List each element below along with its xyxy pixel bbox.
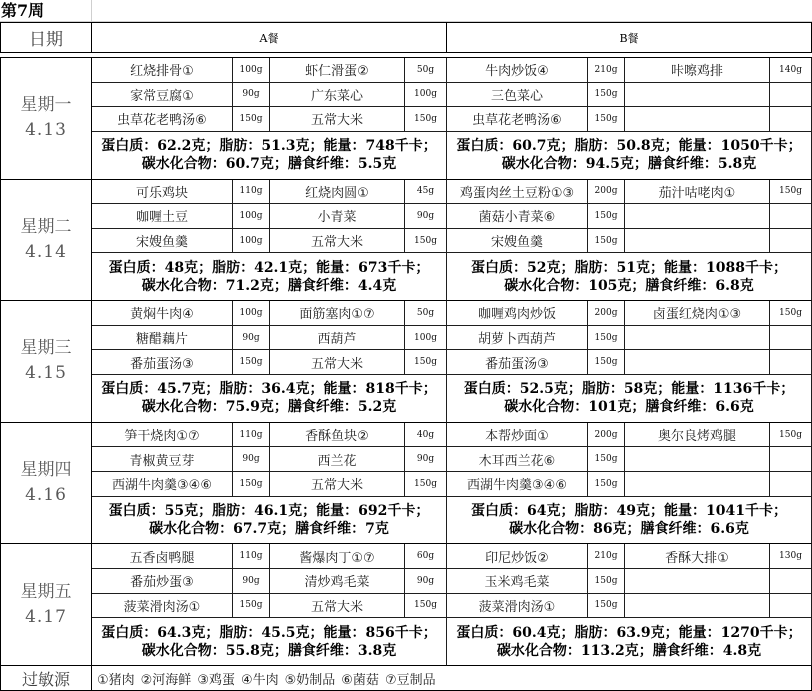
nutrition-line: 碳水化合物：75.9克；膳食纤维：5.2克: [141, 399, 397, 416]
weekday-label: 星期二: [20, 216, 72, 237]
dish-name: 菠菜滑肉汤①: [92, 594, 233, 619]
dish-weight: 200g: [588, 180, 625, 205]
dish-name: 咖喱鸡肉炒饭: [447, 301, 588, 326]
empty-cell: [770, 447, 812, 472]
dish-weight: 210g: [588, 544, 625, 569]
nutrition-summary: [447, 497, 812, 545]
date-label: 4.15: [25, 363, 67, 384]
dish-name: 胡萝卜西葫芦: [447, 326, 588, 351]
dish-weight: 110g: [233, 180, 270, 205]
dish-name: 菌菇小青菜⑥: [447, 204, 588, 229]
weekday-label: 星期三: [20, 338, 72, 359]
dish-name: 五香卤鸭腿: [92, 544, 233, 569]
nutrition-line: 碳水化合物：113.2克；膳食纤维：4.8克: [496, 642, 762, 659]
empty-cell: [770, 107, 812, 132]
dish-name: 黄焖牛肉④: [92, 301, 233, 326]
allergen-label: 过敏源: [0, 666, 92, 691]
empty-cell: [770, 350, 812, 375]
nutrition-summary: [447, 618, 812, 666]
date-cell: [0, 301, 92, 423]
dish-weight: 150g: [770, 423, 812, 448]
nutrition-line: 蛋白质：64克；脂肪：49克；能量：1041千卡；: [471, 502, 787, 519]
date-label: 4.16: [25, 485, 67, 506]
dish-name: 五常大米: [270, 107, 405, 132]
dish-name: 西葫芦: [270, 326, 405, 351]
dish-weight: 150g: [588, 447, 625, 472]
nutrition-line: 碳水化合物：55.8克；膳食纤维：3.8克: [141, 642, 397, 659]
dish-weight: 90g: [405, 204, 447, 229]
meal-b-section: [447, 58, 812, 180]
dish-weight: 100g: [233, 58, 270, 83]
dish-name: 西兰花: [270, 447, 405, 472]
dish-name: 菠菜滑肉汤①: [447, 594, 588, 619]
weekday-label: 星期五: [20, 581, 72, 602]
day-block: [0, 301, 812, 423]
dish-weight: 110g: [233, 544, 270, 569]
dish-weight: 90g: [233, 326, 270, 351]
meal-a-section: [92, 423, 447, 545]
header-row: [0, 22, 812, 53]
nutrition-summary: [92, 618, 447, 666]
nutrition-summary: [92, 375, 447, 423]
meal-a-header: A餐: [92, 23, 447, 53]
day-block: [0, 423, 812, 545]
dish-weight: 150g: [588, 204, 625, 229]
date-cell: [0, 423, 92, 545]
dish-weight: 90g: [233, 83, 270, 108]
allergen-item: ②河海鲜: [140, 672, 192, 688]
dish-weight: 40g: [405, 423, 447, 448]
week-title: 第7周: [1, 1, 45, 20]
meal-a-section: [92, 58, 447, 180]
dish-weight: 150g: [588, 472, 625, 497]
meal-a-section: [92, 180, 447, 302]
dish-weight: 150g: [588, 569, 625, 594]
week-title-row: [0, 0, 812, 22]
date-label: 4.17: [25, 606, 67, 627]
nutrition-line: 碳水化合物：71.2克；膳食纤维：4.4克: [141, 277, 397, 294]
dish-name: 酱爆肉丁①⑦: [270, 544, 405, 569]
nutrition-line: 碳水化合物：60.7克；膳食纤维：5.5克: [141, 156, 397, 173]
dish-name: 家常豆腐①: [92, 83, 233, 108]
empty-cell: [770, 569, 812, 594]
allergen-item: ④牛肉: [240, 672, 279, 688]
empty-cell: [625, 350, 770, 375]
allergen-item: ①猪肉: [97, 672, 135, 688]
dish-name: 玉米鸡毛菜: [447, 569, 588, 594]
weekday-label: 星期一: [20, 95, 72, 116]
allergen-item: ⑥菌菇: [341, 672, 379, 688]
empty-cell: [770, 204, 812, 229]
dish-name: 红烧排骨①: [92, 58, 233, 83]
dish-name: 可乐鸡块: [92, 180, 233, 205]
day-block: [0, 544, 812, 666]
empty-cell: [625, 229, 770, 254]
date-cell: [0, 544, 92, 666]
dish-weight: 150g: [770, 180, 812, 205]
date-label: 4.13: [25, 120, 67, 141]
dish-name: 西湖牛肉羹③④⑥: [447, 472, 588, 497]
nutrition-summary: [447, 375, 812, 423]
dish-weight: 150g: [233, 472, 270, 497]
meal-b-section: [447, 423, 812, 545]
dish-weight: 100g: [233, 229, 270, 254]
dish-name: 香酥鱼块②: [270, 423, 405, 448]
dish-weight: 90g: [405, 569, 447, 594]
empty-cell: [625, 107, 770, 132]
dish-weight: 100g: [405, 326, 447, 351]
dish-weight: 150g: [233, 350, 270, 375]
dish-name: 咖喱土豆: [92, 204, 233, 229]
dish-weight: 150g: [588, 83, 625, 108]
dish-weight: 90g: [233, 447, 270, 472]
dish-weight: 200g: [588, 423, 625, 448]
dish-name: 五常大米: [270, 229, 405, 254]
dish-weight: 100g: [233, 204, 270, 229]
empty-cell: [625, 447, 770, 472]
dish-weight: 100g: [233, 301, 270, 326]
dish-name: 虫草花老鸭汤⑥: [447, 107, 588, 132]
dish-weight: 110g: [233, 423, 270, 448]
dish-name: 番茄蛋汤③: [447, 350, 588, 375]
dish-name: 木耳西兰花⑥: [447, 447, 588, 472]
dish-weight: 150g: [233, 594, 270, 619]
empty-cell: [770, 472, 812, 497]
dish-name: 糖醋藕片: [92, 326, 233, 351]
dish-weight: 50g: [405, 301, 447, 326]
dish-name: 本帮炒面①: [447, 423, 588, 448]
empty-cell: [625, 83, 770, 108]
nutrition-line: 碳水化合物：67.7克；膳食纤维：7克: [149, 520, 389, 537]
nutrition-line: 蛋白质：64.3克；脂肪：45.5克；能量：856千卡；: [101, 624, 437, 641]
date-cell: [0, 58, 92, 180]
dish-weight: 90g: [405, 447, 447, 472]
dish-weight: 60g: [405, 544, 447, 569]
dish-name: 青椒黄豆芽: [92, 447, 233, 472]
empty-cell: [770, 594, 812, 619]
empty-cell: [770, 326, 812, 351]
dish-name: 奥尔良烤鸡腿: [625, 423, 770, 448]
meal-b-section: [447, 180, 812, 302]
empty-cell: [625, 472, 770, 497]
dish-name: 西湖牛肉羹③④⑥: [92, 472, 233, 497]
dish-name: 茄汁咕咾肉①: [625, 180, 770, 205]
dish-name: 五常大米: [270, 350, 405, 375]
nutrition-line: 碳水化合物：94.5克；膳食纤维：5.8克: [501, 156, 757, 173]
nutrition-summary: [92, 497, 447, 545]
allergen-item: ⑦豆制品: [384, 672, 436, 688]
allergen-item: ③鸡蛋: [197, 672, 235, 688]
dish-weight: 150g: [588, 107, 625, 132]
dish-weight: 150g: [588, 326, 625, 351]
dish-name: 红烧肉圆①: [270, 180, 405, 205]
dish-weight: 150g: [405, 350, 447, 375]
allergen-legend: [92, 666, 812, 691]
meal-b-section: [447, 544, 812, 666]
dish-weight: 210g: [588, 58, 625, 83]
empty-cell: [625, 326, 770, 351]
meal-a-section: [92, 301, 447, 423]
dish-weight: 150g: [405, 472, 447, 497]
nutrition-summary: [92, 253, 447, 301]
dish-weight: 45g: [405, 180, 447, 205]
dish-weight: 150g: [588, 594, 625, 619]
nutrition-line: 蛋白质：45.7克；脂肪：36.4克；能量：818千卡；: [101, 381, 437, 398]
dish-name: 牛肉炒饭④: [447, 58, 588, 83]
dish-name: 香酥大排①: [625, 544, 770, 569]
dish-weight: 150g: [405, 229, 447, 254]
date-label: 4.14: [25, 241, 67, 262]
dish-name: 虫草花老鸭汤⑥: [92, 107, 233, 132]
nutrition-line: 碳水化合物：101克；膳食纤维：6.6克: [504, 399, 754, 416]
column-divider: [91, 0, 92, 22]
dish-name: 笋干烧肉①⑦: [92, 423, 233, 448]
dish-name: 五常大米: [270, 594, 405, 619]
dish-name: 番茄炒蛋③: [92, 569, 233, 594]
empty-cell: [625, 569, 770, 594]
dish-weight: 150g: [588, 350, 625, 375]
meal-b-section: [447, 301, 812, 423]
allergen-item: ⑤奶制品: [284, 672, 336, 688]
day-blocks: [0, 57, 812, 666]
dish-name: 鸡蛋肉丝土豆粉①③: [447, 180, 588, 205]
allergen-row: [0, 666, 812, 691]
dish-name: 番茄蛋汤③: [92, 350, 233, 375]
dish-weight: 150g: [770, 301, 812, 326]
nutrition-line: 蛋白质：55克；脂肪：46.1克；能量：692千卡；: [108, 502, 430, 519]
nutrition-line: 蛋白质：48克；脂肪：42.1克；能量：673千卡；: [108, 259, 430, 276]
nutrition-line: 蛋白质：62.2克；脂肪：51.3克；能量：748千卡；: [101, 138, 437, 155]
dish-weight: 150g: [405, 594, 447, 619]
empty-cell: [625, 204, 770, 229]
dish-name: 五常大米: [270, 472, 405, 497]
dish-name: 印尼炒饭②: [447, 544, 588, 569]
dish-name: 卤蛋红烧肉①③: [625, 301, 770, 326]
nutrition-summary: [92, 132, 447, 180]
meal-a-section: [92, 544, 447, 666]
dish-name: 虾仁滑蛋②: [270, 58, 405, 83]
dish-name: 广东菜心: [270, 83, 405, 108]
nutrition-line: 蛋白质：52.5克；脂肪：58克；能量：1136千卡；: [463, 381, 795, 398]
dish-weight: 150g: [233, 107, 270, 132]
nutrition-line: 蛋白质：52克；脂肪：51克；能量：1088千卡；: [471, 259, 787, 276]
dish-weight: 200g: [588, 301, 625, 326]
day-block: [0, 58, 812, 180]
weekday-label: 星期四: [20, 460, 72, 481]
meal-b-header: B餐: [447, 23, 812, 53]
dish-name: 面筋塞肉①⑦: [270, 301, 405, 326]
dish-name: 小青菜: [270, 204, 405, 229]
empty-cell: [625, 594, 770, 619]
dish-weight: 130g: [770, 544, 812, 569]
nutrition-summary: [447, 132, 812, 180]
dish-name: 宋嫂鱼羹: [447, 229, 588, 254]
dish-weight: 50g: [405, 58, 447, 83]
dish-weight: 140g: [770, 58, 812, 83]
dish-weight: 90g: [233, 569, 270, 594]
dish-name: 宋嫂鱼羹: [92, 229, 233, 254]
nutrition-line: 碳水化合物：86克；膳食纤维：6.6克: [509, 520, 749, 537]
day-block: [0, 180, 812, 302]
date-column-header: 日期: [0, 23, 92, 53]
empty-cell: [770, 83, 812, 108]
dish-name: 清炒鸡毛菜: [270, 569, 405, 594]
dish-name: 咔嚓鸡排: [625, 58, 770, 83]
dish-weight: 150g: [588, 229, 625, 254]
empty-cell: [770, 229, 812, 254]
nutrition-line: 蛋白质：60.7克；脂肪：50.8克；能量：1050千卡；: [456, 138, 802, 155]
nutrition-line: 蛋白质：60.4克；脂肪：63.9克；能量：1270千卡；: [456, 624, 802, 641]
nutrition-line: 碳水化合物：105克；膳食纤维：6.8克: [504, 277, 754, 294]
dish-weight: 150g: [405, 107, 447, 132]
nutrition-summary: [447, 253, 812, 301]
dish-weight: 100g: [405, 83, 447, 108]
date-cell: [0, 180, 92, 302]
dish-name: 三色菜心: [447, 83, 588, 108]
